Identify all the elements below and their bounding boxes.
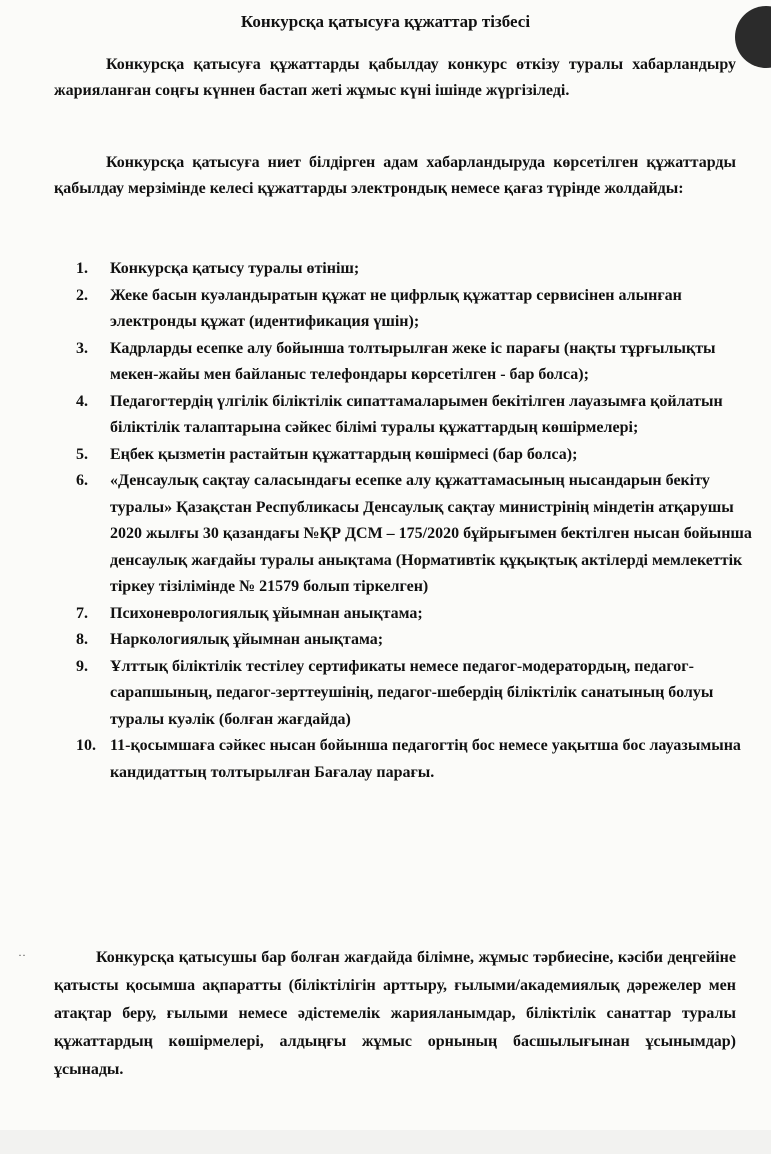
list-item xyxy=(76,256,766,283)
documents-list xyxy=(76,256,766,786)
item-number: 2. xyxy=(76,286,88,304)
item-text: Еңбек қызметін растайтын құжаттардың көшірмесі (бар болса); xyxy=(110,445,578,463)
scan-mark: ·· xyxy=(18,948,26,962)
list-item xyxy=(76,601,766,628)
item-text: Кадрларды есепке алу бойынша толтырылған жеке іс парағы (нақты тұрғылықты мекен-жайы мен байланыс телефондары көрсетілген - бар болса); xyxy=(110,339,716,383)
list-item xyxy=(76,442,766,469)
list-item xyxy=(76,627,766,654)
list-item xyxy=(76,336,766,389)
list-item xyxy=(76,468,766,601)
item-text: Конкурсқа қатысу туралы өтініш; xyxy=(110,260,360,277)
item-text: Педагогтердің үлгілік біліктілік сипаттамаларымен бекітілген лауазымға қойлатын біліктілік талаптарына сәйкес білімі туралы құжаттардың көшірмелері; xyxy=(110,392,723,436)
item-number: 6. xyxy=(76,472,88,489)
item-text: «Денсаулық сақтау саласындағы есепке алу құжаттамасының нысандарын бекіту туралы» Қазақстан Республикасы Денсаулық сақтау министрінің міндетін атқарушы 2020 жылғы 30 қазандағы №ҚР ДСМ – 175/2020 бұйрығымен бектілген нысан бойынша денсаулық жағдайы туралы анықтама (Нормативтік құқықтық актілерді мемлекеттік тіркеу тізілімінде № 21579 болып тіркелген) xyxy=(110,472,752,595)
item-number: 4. xyxy=(76,392,88,410)
item-number: 9. xyxy=(76,657,88,675)
item-text: Ұлттық біліктілік тестілеу сертификаты немесе педагог-модератордың, педагог-сарапшының, педагог-зерттеушінің, педагог-шебердің біліктілік санатының болуы туралы куәлік (болған жағдайда) xyxy=(110,657,714,728)
bottom-margin xyxy=(0,1130,771,1154)
paragraph-submission: Конкурсқа қатысуға ниет білдірген адам хабарландыруда көрсетілген құжаттарды қабылдау мерзімінде келесі құжаттарды электрондық немесе қағаз түрінде жолдайды: xyxy=(54,154,736,197)
item-text: Наркологиялық ұйымнан анықтама; xyxy=(110,631,384,648)
item-number: 8. xyxy=(76,631,88,648)
list-item xyxy=(76,733,766,786)
item-text: 11-қосымшаға сәйкес нысан бойынша педагогтің бос немесе уақытша бос лауазымына кандидаттың толтырылған Бағалау парағы. xyxy=(110,737,741,781)
item-number: 3. xyxy=(76,339,88,357)
item-text: Жеке басын куәландыратын құжат не цифрлық құжаттар сервисінен алынған электронды құжат (идентификация үшін); xyxy=(110,286,682,330)
item-number: 7. xyxy=(76,604,88,622)
paragraph-additional: Конкурсқа қатысушы бар болған жағдайда білімне, жұмыс тәрбиесіне, кәсіби деңгейіне қатысты қосымша ақпаратты (біліктілігін арттыру, ғылыми/академиялық дәрежелер мен атақтар беру, ғылыми немесе әдістемелік жарияланымдар, біліктілік санаттар туралы құжаттардың көшірмелері, алдыңғы жұмыс орнының басшылығынан ұсынымдар) ұсынады. xyxy=(54,949,736,1078)
list-item xyxy=(76,389,766,442)
item-number: 1. xyxy=(76,260,88,277)
document-title: Конкурсқа қатысуға құжаттар тізбесі xyxy=(240,12,531,31)
list-item xyxy=(76,283,766,336)
list-item xyxy=(76,654,766,734)
item-number: 10. xyxy=(76,737,96,754)
item-text: Психоневрологиялық ұйымнан анықтама; xyxy=(110,604,423,622)
item-number: 5. xyxy=(76,445,88,463)
paragraph-intro: Конкурсқа қатысуға құжаттарды қабылдау конкурс өткізу туралы хабарландыру жарияланған соңғы күннен бастап жеті жұмыс күні ішінде жүргізіледі. xyxy=(54,56,736,99)
